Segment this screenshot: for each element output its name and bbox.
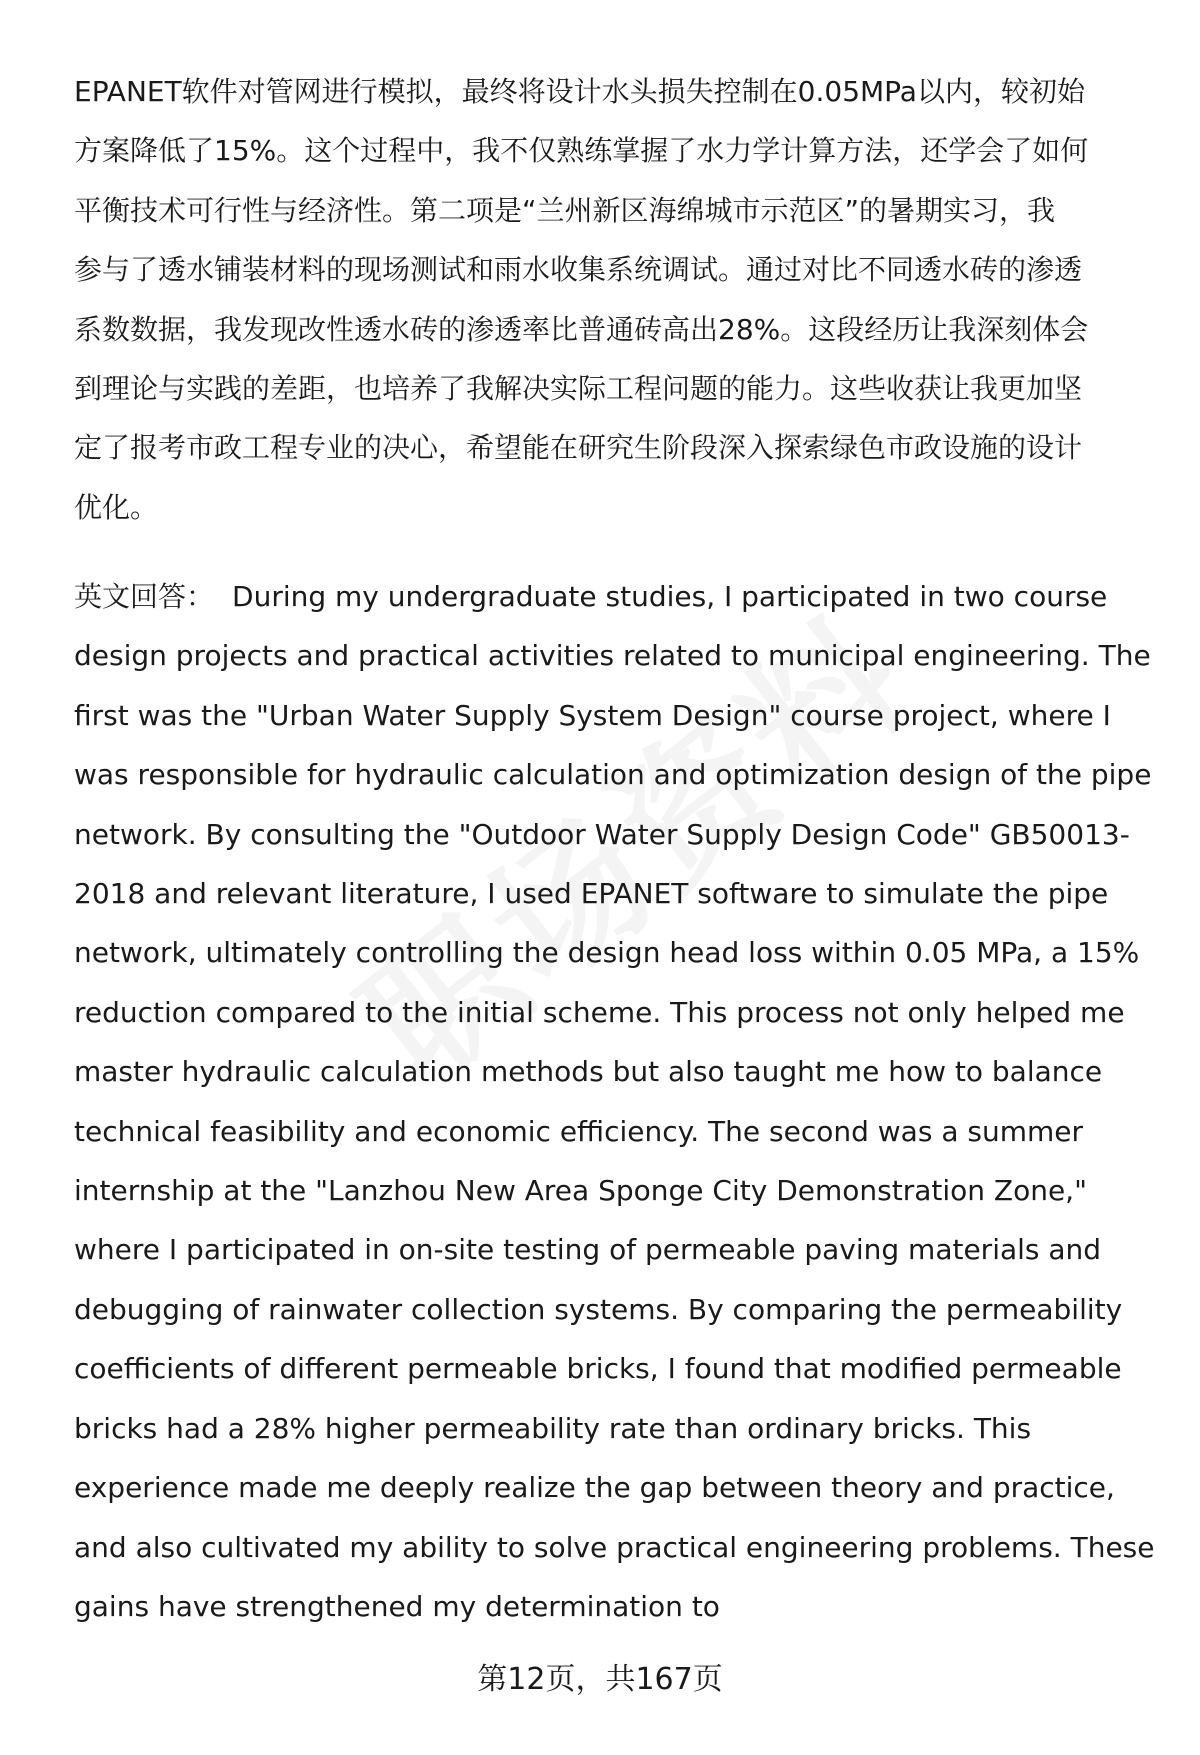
page-number: 第12页，共167页 — [477, 1662, 723, 1697]
english-answer-paragraph — [74, 567, 1164, 1636]
english-answer-text: During my undergraduate studies, I participated in two course design projects and practical activities related to municipal engineering. The first was the "Urban Water Supply System Design" course project, where I was responsible for hydraulic calculation and optimization design of the pipe network. By consulting the "Outdoor Water Supply Design Code" GB50013-2018 and relevant literature, I used EPANET software to simulate the pipe network, ultimately controlling the design head loss within 0.05 MPa, a 15% reduction compared to the initial scheme. This process not only helped me master hydraulic calculation methods but also taught me how to balance technical feasibility and economic efficiency. The second was a summer internship at the "Lanzhou New Area Sponge City Demonstration Zone," where I participated in on-site testing of permeable paving materials and debugging of rainwater collection systems. By comparing the permeability coefficients of different permeable bricks, I found that modified permeable bricks had a 28% higher permeability rate than ordinary bricks. This experience made me deeply realize the gap between theory and practice, and also cultivated my ability to solve practical engineering problems. These gains have strengthened my determination to — [74, 580, 1155, 1623]
chinese-answer-paragraph: EPANET软件对管网进行模拟，最终将设计水头损失控制在0.05MPa以内，较初始 方案降低了15%。这个过程中，我不仅熟练掌握了水力学计算方法，还学会了如何 平衡技术可行性与经济性。第二项是“兰州新区海绵城市示范区”的暑期实习，我 参与了透水铺装材料的现场测试和雨水收集系统调试。通过对比不同透水砖的渗透 系数数据，我发现改性透水砖的渗透率比普通砖高出28%。这段经历让我深刻体会 到理论与实践的差距，也培养了我解决实际工程问题的能力。这些收获让我更加坚 定了报考市政工程专业的决心，希望能在研究生阶段深入探索绿色市政设施的设计 优化。 — [74, 75, 1089, 524]
english-answer-label: 英文回答： — [74, 580, 215, 613]
